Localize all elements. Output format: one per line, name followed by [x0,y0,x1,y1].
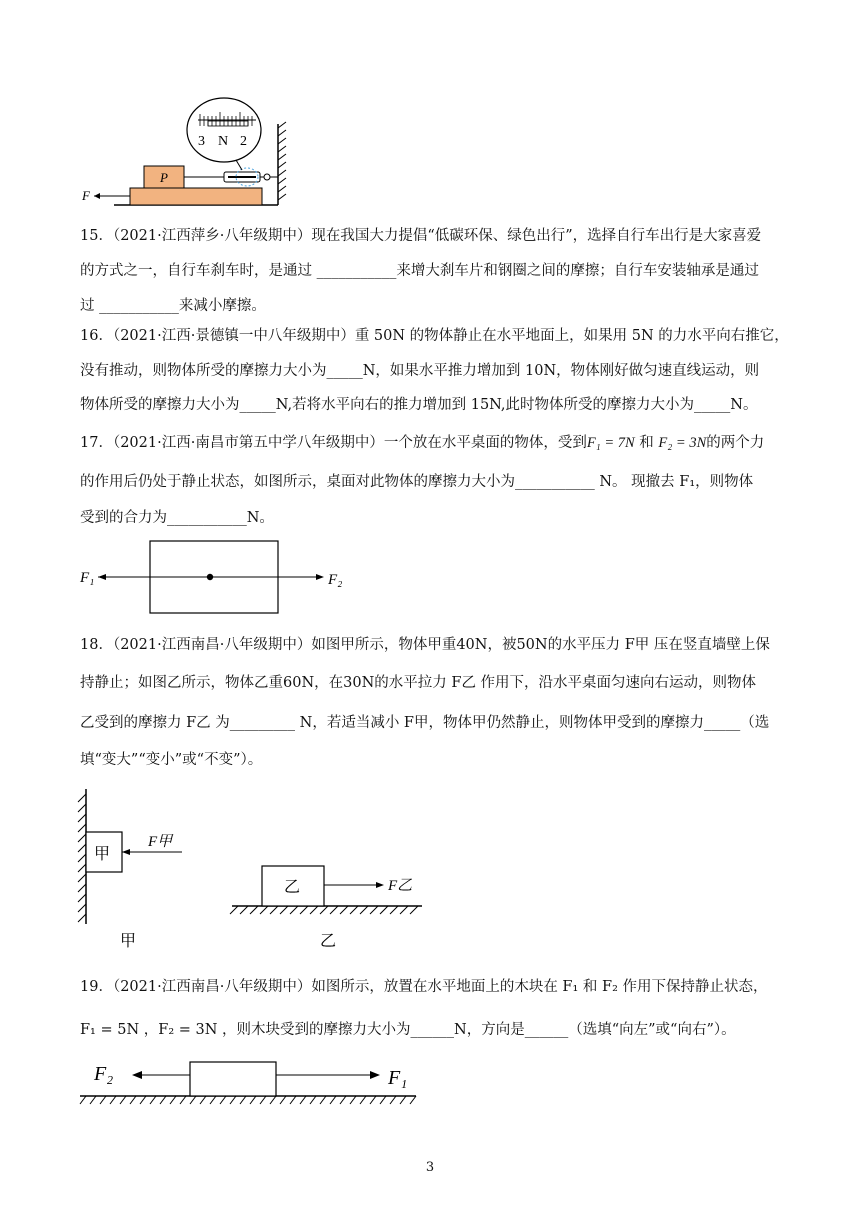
force-f-label: F [82,188,90,203]
fig18-force-a: F甲 [148,834,173,850]
q18-line-4: 填“变大”“变小”或“不变”）。 [80,752,263,768]
fig18-block-a: 甲 [94,846,111,863]
q19-line-1: 19．（2021·江西南昌·八年级期中）如图所示，放置在水平地面上的木块在 F₁ 和 F₂ 作用下保持静止状态， [80,979,768,995]
q17-line-3: 受到的合力为___________N。 [80,510,274,526]
fig19-f1-label: F₁ [388,1067,408,1089]
q17-line-2: 的作用后仍处于静止状态，如图所示，桌面对此物体的摩擦力大小为___________ N。 现撤去 F₁，则物体 [80,474,754,490]
q17-f1: F₁ = 7N [586,435,635,451]
q16-line-2: 没有推动，则物体所受的摩擦力大小为_____N，如果水平推力增加到 10N，物体刚好做匀速直线运动，则 [80,363,760,379]
fig17-f2-label: F₂ [328,572,343,588]
fig18-force-b: F乙 [388,878,413,894]
spring-scale-figure [80,92,310,212]
q18-line-3: 乙受到的摩擦力 F乙 为_________ N，若适当减小 F甲，物体甲仍然静止，则物体甲受到的摩擦力_____（选 [80,715,770,731]
q15-line-3: 过 ___________来减小摩擦。 [80,298,266,314]
q18-line-2: 持静止；如图乙所示，物体乙重60N，在30N的水平拉力 F乙 作用下，沿水平桌面匀速向右运动，则物体 [80,675,757,691]
fig19-diagram [76,1054,426,1110]
q16-line-3: 物体所受的摩擦力大小为_____N,若将水平向右的推力增加到 15N,此时物体所受的摩擦力大小为_____N。 [80,397,758,413]
fig19-f2-label: F₂ [94,1063,114,1085]
q17-text-a: 17．（2021·江西·南昌市第五中学八年级期中）一个放在水平桌面的物体，受到 [80,435,587,451]
q19-line-2: F₁ = 5N ，F₂ = 3N ，则木块受到的摩擦力大小为______N，方向是______（选填“向左”或“向右”）。 [80,1022,736,1038]
fig18-caption-b: 乙 [320,933,337,950]
q15-line-2: 的方式之一，自行车刹车时，是通过 ___________来增大刹车片和钢圈之间的摩擦；自行车安装轴承是通过 [80,263,759,279]
q15-line-1: 15．（2021·江西萍乡·八年级期中）现在我国大力提倡“低碳环保、绿色出行”，选择自行车出行是大家喜爱 [80,228,762,244]
fig17-diagram [76,538,366,618]
fig17-f1-label: F₁ [80,570,95,586]
q17-f2: F₂ = 3N [658,435,707,451]
fig18-diagram [70,784,450,956]
q16-line-1: 16．（2021·江西·景德镇一中八年级期中）重 50N 的物体静止在水平地面上，如果用 5N 的力水平向右推它， [80,328,789,344]
q17-and: 和 [634,435,659,451]
fig18-block-b: 乙 [284,879,301,896]
scale-label-3: 3 [198,134,205,149]
block-p-label: P [160,170,168,185]
q18-line-1: 18．（2021·江西南昌·八年级期中）如图甲所示，物体甲重40N，被50N的水平压力 F甲 压在竖直墙壁上保 [80,637,770,653]
scale-label-unit: N [218,134,229,149]
q17-text-b: 的两个力 [706,435,765,451]
scale-label-2: 2 [240,134,247,149]
q17-line-1 [80,433,764,453]
page-number: 3 [425,1160,435,1175]
fig18-caption-a: 甲 [120,933,137,950]
